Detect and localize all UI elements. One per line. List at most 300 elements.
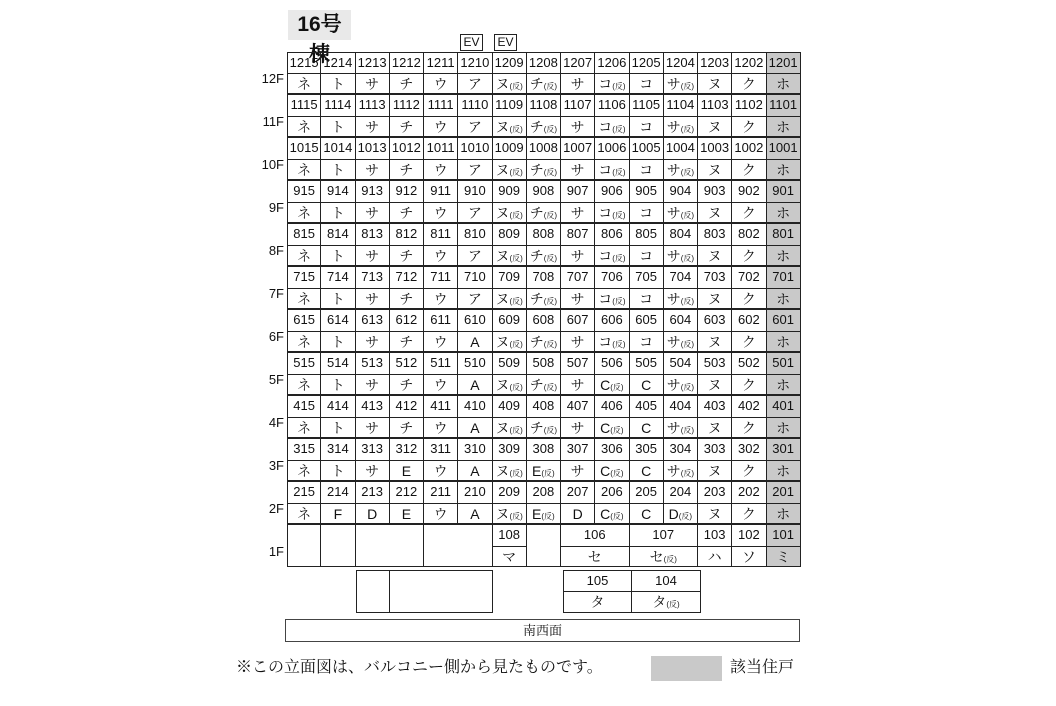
room-type: ヌ xyxy=(698,160,732,182)
room-number: 311 xyxy=(424,439,458,461)
room-number: 607 xyxy=(561,310,595,332)
room-number: 1106 xyxy=(595,95,629,117)
empty-unit xyxy=(356,525,425,567)
room-number: 711 xyxy=(424,267,458,289)
room-number: 801 xyxy=(767,224,801,246)
room-type: チ(反) xyxy=(527,332,561,354)
room-number: 209 xyxy=(493,482,527,504)
elevation-note: ※この立面図は、バルコニー側から見たものです。 xyxy=(236,659,603,676)
room-type: ヌ xyxy=(698,418,732,440)
room-number: 1113 xyxy=(356,95,390,117)
room-number: 608 xyxy=(527,310,561,332)
room-number: 207 xyxy=(561,482,595,504)
floor-label: 7F xyxy=(268,285,284,301)
room-number: 1202 xyxy=(732,52,766,74)
room-number: 1007 xyxy=(561,138,595,160)
room-number: 512 xyxy=(390,353,424,375)
room-type: サ xyxy=(561,418,595,440)
room-type: チ(反) xyxy=(527,418,561,440)
room-type: サ xyxy=(561,246,595,268)
room-type: サ(反) xyxy=(664,160,698,182)
room-type: コ(反) xyxy=(595,160,629,182)
room-number: 1204 xyxy=(664,52,698,74)
room-type: サ xyxy=(356,74,390,96)
room-type: サ(反) xyxy=(664,332,698,354)
room-type: ヌ(反) xyxy=(493,203,527,225)
room-type: F xyxy=(321,504,355,526)
room-number: 307 xyxy=(561,439,595,461)
room-number: 1010 xyxy=(458,138,492,160)
room-number: 1001 xyxy=(767,138,801,160)
room-type: チ(反) xyxy=(527,160,561,182)
room-type: ホ xyxy=(767,289,801,311)
room-type: ク xyxy=(732,332,766,354)
room-number: 615 xyxy=(287,310,321,332)
room-type: ネ xyxy=(287,289,321,311)
empty-unit xyxy=(424,525,493,567)
room-type: A xyxy=(458,504,492,526)
room-type: ウ xyxy=(424,504,458,526)
room-type: D xyxy=(561,504,595,526)
room-number: 1110 xyxy=(458,95,492,117)
room-number: 412 xyxy=(390,396,424,418)
room-type: サ(反) xyxy=(664,461,698,483)
room-number: 1104 xyxy=(664,95,698,117)
room-type: E xyxy=(390,504,424,526)
room-type: サ(反) xyxy=(664,74,698,96)
room-number: 709 xyxy=(493,267,527,289)
room-number: 1105 xyxy=(630,95,664,117)
room-type: サ(反) xyxy=(664,117,698,139)
room-type: チ xyxy=(390,289,424,311)
room-number: 1012 xyxy=(390,138,424,160)
room-number: 501 xyxy=(767,353,801,375)
room-number: 609 xyxy=(493,310,527,332)
room-type: ト xyxy=(321,289,355,311)
room-number: 410 xyxy=(458,396,492,418)
room-number: 206 xyxy=(595,482,629,504)
room-number: 811 xyxy=(424,224,458,246)
room-type: ホ xyxy=(767,160,801,182)
room-type: ヌ(反) xyxy=(493,289,527,311)
floor-label: 9F xyxy=(268,199,284,215)
room-type: ネ xyxy=(287,504,321,526)
room-number: 304 xyxy=(664,439,698,461)
room-type: ア xyxy=(458,160,492,182)
room-number: 601 xyxy=(767,310,801,332)
ground-annex-left xyxy=(356,570,493,613)
ground-annex-right xyxy=(563,570,701,613)
room-number: 211 xyxy=(424,482,458,504)
elevator-label-2: EV xyxy=(494,34,517,51)
room-type: チ xyxy=(390,117,424,139)
legend-swatch xyxy=(651,656,722,681)
room-number: 310 xyxy=(458,439,492,461)
room-number: 602 xyxy=(732,310,766,332)
floor-label: 2F xyxy=(268,500,284,516)
room-number: 714 xyxy=(321,267,355,289)
room-type: サ xyxy=(356,246,390,268)
room-number: 1114 xyxy=(321,95,355,117)
room-type: ヌ xyxy=(698,203,732,225)
room-type: サ(反) xyxy=(664,418,698,440)
room-type: C(反) xyxy=(595,504,629,526)
room-type: チ(反) xyxy=(527,289,561,311)
room-type: ネ xyxy=(287,461,321,483)
room-number: 208 xyxy=(527,482,561,504)
room-type: ト xyxy=(321,203,355,225)
room-type: サ xyxy=(356,418,390,440)
room-type: サ(反) xyxy=(664,203,698,225)
room-type: サ xyxy=(561,289,595,311)
room-type: ウ xyxy=(424,117,458,139)
room-number: 314 xyxy=(321,439,355,461)
room-type: ア xyxy=(458,246,492,268)
room-type: コ(反) xyxy=(595,289,629,311)
room-number: 1209 xyxy=(493,52,527,74)
room-number: 301 xyxy=(767,439,801,461)
room-number: 912 xyxy=(390,181,424,203)
room-number: 414 xyxy=(321,396,355,418)
room-type: ク xyxy=(732,418,766,440)
room-type: ヌ(反) xyxy=(493,504,527,526)
room-type: コ(反) xyxy=(595,117,629,139)
room-type: サ xyxy=(561,117,595,139)
room-number: 403 xyxy=(698,396,732,418)
room-type: チ(反) xyxy=(527,246,561,268)
room-number: 911 xyxy=(424,181,458,203)
room-number: 1107 xyxy=(561,95,595,117)
room-type: A xyxy=(458,332,492,354)
room-number: 503 xyxy=(698,353,732,375)
room-number: 408 xyxy=(527,396,561,418)
room-type: ト xyxy=(321,246,355,268)
room-type: ト xyxy=(321,332,355,354)
room-type: ヌ xyxy=(698,74,732,96)
room-number: 706 xyxy=(595,267,629,289)
room-type: ミ xyxy=(767,547,801,568)
room-type: コ(反) xyxy=(595,203,629,225)
room-type: ネ xyxy=(287,74,321,96)
room-number: 205 xyxy=(630,482,664,504)
legend-label: 該当住戸 xyxy=(730,659,795,676)
room-number: 510 xyxy=(458,353,492,375)
room-type: サ xyxy=(356,289,390,311)
room-number: 701 xyxy=(767,267,801,289)
room-number: 1207 xyxy=(561,52,595,74)
room-type: コ(反) xyxy=(595,246,629,268)
room-number: 901 xyxy=(767,181,801,203)
room-number: 404 xyxy=(664,396,698,418)
room-number: 902 xyxy=(732,181,766,203)
floor-label: 3F xyxy=(268,457,284,473)
room-type: ヌ(反) xyxy=(493,160,527,182)
room-type: チ(反) xyxy=(527,375,561,397)
room-number: 1013 xyxy=(356,138,390,160)
room-number: 1003 xyxy=(698,138,732,160)
room-type: ネ xyxy=(287,246,321,268)
room-number: 514 xyxy=(321,353,355,375)
floor-label: 11F xyxy=(262,113,284,129)
room-number: 406 xyxy=(595,396,629,418)
room-type: チ(反) xyxy=(527,203,561,225)
room-type: チ xyxy=(390,203,424,225)
room-number: 508 xyxy=(527,353,561,375)
room-number: 315 xyxy=(287,439,321,461)
room-type: コ(反) xyxy=(595,332,629,354)
room-type: ヌ xyxy=(698,375,732,397)
room-number: 612 xyxy=(390,310,424,332)
room-type: ヌ xyxy=(698,504,732,526)
room-type: ホ xyxy=(767,375,801,397)
room-number: 815 xyxy=(287,224,321,246)
room-type: ヌ(反) xyxy=(493,375,527,397)
room-type: サ xyxy=(561,160,595,182)
room-number: 1011 xyxy=(424,138,458,160)
room-number: 1206 xyxy=(595,52,629,74)
room-type: ウ xyxy=(424,289,458,311)
room-type: ト xyxy=(321,117,355,139)
room-number: 610 xyxy=(458,310,492,332)
room-number: 504 xyxy=(664,353,698,375)
room-type: コ xyxy=(630,332,664,354)
room-type: ア xyxy=(458,117,492,139)
room-type: ネ xyxy=(287,418,321,440)
room-number: 707 xyxy=(561,267,595,289)
room-number: 1201 xyxy=(767,52,801,74)
room-number: 411 xyxy=(424,396,458,418)
room-type: ウ xyxy=(424,461,458,483)
room-number: 1002 xyxy=(732,138,766,160)
room-number: 611 xyxy=(424,310,458,332)
room-number: 903 xyxy=(698,181,732,203)
room-type: ト xyxy=(321,375,355,397)
room-number: 405 xyxy=(630,396,664,418)
room-number: 812 xyxy=(390,224,424,246)
room-type: C(反) xyxy=(595,418,629,440)
room-number: 1108 xyxy=(527,95,561,117)
floor-label: 12F xyxy=(261,70,284,86)
facade-label: 南西面 xyxy=(285,619,800,642)
room-type: E(反) xyxy=(527,504,561,526)
room-number: 1109 xyxy=(493,95,527,117)
room-type: ソ xyxy=(732,547,766,568)
room-type: コ xyxy=(630,74,664,96)
room-type: ホ xyxy=(767,504,801,526)
room-type: ク xyxy=(732,289,766,311)
room-number: 106 xyxy=(561,525,630,547)
room-type: サ xyxy=(356,117,390,139)
room-number: 306 xyxy=(595,439,629,461)
room-number: 308 xyxy=(527,439,561,461)
room-number: 803 xyxy=(698,224,732,246)
room-type: C(反) xyxy=(595,461,629,483)
room-number: 505 xyxy=(630,353,664,375)
room-type: ホ xyxy=(767,74,801,96)
room-number: 710 xyxy=(458,267,492,289)
room-number: 1213 xyxy=(356,52,390,74)
empty-unit xyxy=(321,525,355,567)
room-type: ネ xyxy=(287,375,321,397)
room-number: 905 xyxy=(630,181,664,203)
room-type: コ xyxy=(630,117,664,139)
room-type: ヌ xyxy=(698,461,732,483)
room-number: 712 xyxy=(390,267,424,289)
room-type: ア xyxy=(458,74,492,96)
room-type: ト xyxy=(321,418,355,440)
room-type: チ xyxy=(390,246,424,268)
room-number: 210 xyxy=(458,482,492,504)
room-number: 1103 xyxy=(698,95,732,117)
room-number: 1101 xyxy=(767,95,801,117)
room-type: ホ xyxy=(767,418,801,440)
elevator-label-1: EV xyxy=(460,34,483,51)
room-number: 214 xyxy=(321,482,355,504)
room-type: ヌ(反) xyxy=(493,332,527,354)
room-number: 1205 xyxy=(630,52,664,74)
room-type: ク xyxy=(732,504,766,526)
room-type: ヌ xyxy=(698,117,732,139)
floor-label: 4F xyxy=(268,414,284,430)
room-number: 506 xyxy=(595,353,629,375)
room-type: ア xyxy=(458,289,492,311)
room-number-104: 104 xyxy=(632,571,700,592)
room-type: コ xyxy=(630,203,664,225)
room-number: 215 xyxy=(287,482,321,504)
room-type: ネ xyxy=(287,117,321,139)
room-type: サ xyxy=(561,203,595,225)
room-number: 1111 xyxy=(424,95,458,117)
room-number: 313 xyxy=(356,439,390,461)
room-number: 910 xyxy=(458,181,492,203)
room-type: ク xyxy=(732,246,766,268)
room-type: サ xyxy=(356,375,390,397)
room-type: コ(反) xyxy=(595,74,629,96)
room-number: 914 xyxy=(321,181,355,203)
room-number: 605 xyxy=(630,310,664,332)
floor-label: 5F xyxy=(268,371,284,387)
room-type: チ xyxy=(390,375,424,397)
room-number: 1008 xyxy=(527,138,561,160)
room-number: 814 xyxy=(321,224,355,246)
room-number: 809 xyxy=(493,224,527,246)
empty-unit xyxy=(287,525,321,567)
room-number: 909 xyxy=(493,181,527,203)
room-number: 305 xyxy=(630,439,664,461)
room-type: ホ xyxy=(767,332,801,354)
room-number: 1210 xyxy=(458,52,492,74)
room-number: 613 xyxy=(356,310,390,332)
room-type: ネ xyxy=(287,203,321,225)
building-title: 16号棟 xyxy=(288,10,351,40)
room-type: サ xyxy=(356,160,390,182)
room-type: ク xyxy=(732,117,766,139)
room-type: ク xyxy=(732,203,766,225)
room-type: ト xyxy=(321,74,355,96)
room-number: 401 xyxy=(767,396,801,418)
room-number: 203 xyxy=(698,482,732,504)
room-type: E xyxy=(390,461,424,483)
room-type: ヌ(反) xyxy=(493,246,527,268)
room-number: 515 xyxy=(287,353,321,375)
room-type: ホ xyxy=(767,246,801,268)
room-type: D xyxy=(356,504,390,526)
room-type: チ(反) xyxy=(527,74,561,96)
room-type: ウ xyxy=(424,160,458,182)
room-type: サ xyxy=(561,332,595,354)
room-type: ホ xyxy=(767,203,801,225)
room-number: 509 xyxy=(493,353,527,375)
room-number: 513 xyxy=(356,353,390,375)
room-number: 107 xyxy=(630,525,699,547)
room-type: ネ xyxy=(287,160,321,182)
room-number: 1004 xyxy=(664,138,698,160)
room-type: ア xyxy=(458,203,492,225)
room-number: 908 xyxy=(527,181,561,203)
room-type: C xyxy=(630,418,664,440)
room-type: サ(反) xyxy=(664,246,698,268)
room-number: 409 xyxy=(493,396,527,418)
room-number: 202 xyxy=(732,482,766,504)
room-number: 108 xyxy=(493,525,527,547)
floor-label: 10F xyxy=(261,156,284,172)
room-number: 702 xyxy=(732,267,766,289)
room-type: チ xyxy=(390,160,424,182)
room-type: セ(反) xyxy=(630,547,699,568)
room-number-105: 105 xyxy=(564,571,632,592)
room-type: A xyxy=(458,375,492,397)
room-number: 1102 xyxy=(732,95,766,117)
room-type: ト xyxy=(321,461,355,483)
room-type: サ xyxy=(356,203,390,225)
room-number: 101 xyxy=(767,525,801,547)
room-number: 502 xyxy=(732,353,766,375)
room-type: ヌ(反) xyxy=(493,461,527,483)
room-type: サ(反) xyxy=(664,375,698,397)
room-number: 511 xyxy=(424,353,458,375)
room-type: チ(反) xyxy=(527,117,561,139)
room-number: 1006 xyxy=(595,138,629,160)
room-number: 713 xyxy=(356,267,390,289)
room-type: ヌ(反) xyxy=(493,117,527,139)
room-type: ホ xyxy=(767,461,801,483)
room-type: ク xyxy=(732,74,766,96)
room-number: 303 xyxy=(698,439,732,461)
room-number: 213 xyxy=(356,482,390,504)
room-number: 302 xyxy=(732,439,766,461)
room-type-104: タ(反) xyxy=(652,594,680,610)
room-type: ヌ xyxy=(698,246,732,268)
room-type: サ xyxy=(561,461,595,483)
room-number: 715 xyxy=(287,267,321,289)
room-number: 614 xyxy=(321,310,355,332)
room-type: ヌ xyxy=(698,289,732,311)
room-number: 708 xyxy=(527,267,561,289)
floor-label: 6F xyxy=(268,328,284,344)
room-type: A xyxy=(458,461,492,483)
room-type: C xyxy=(630,461,664,483)
room-type: C xyxy=(630,375,664,397)
room-number: 810 xyxy=(458,224,492,246)
room-number: 604 xyxy=(664,310,698,332)
empty-unit xyxy=(527,525,561,567)
room-number: 606 xyxy=(595,310,629,332)
room-type: ウ xyxy=(424,375,458,397)
room-type: コ xyxy=(630,160,664,182)
room-type: コ xyxy=(630,246,664,268)
room-number: 204 xyxy=(664,482,698,504)
room-number: 1009 xyxy=(493,138,527,160)
